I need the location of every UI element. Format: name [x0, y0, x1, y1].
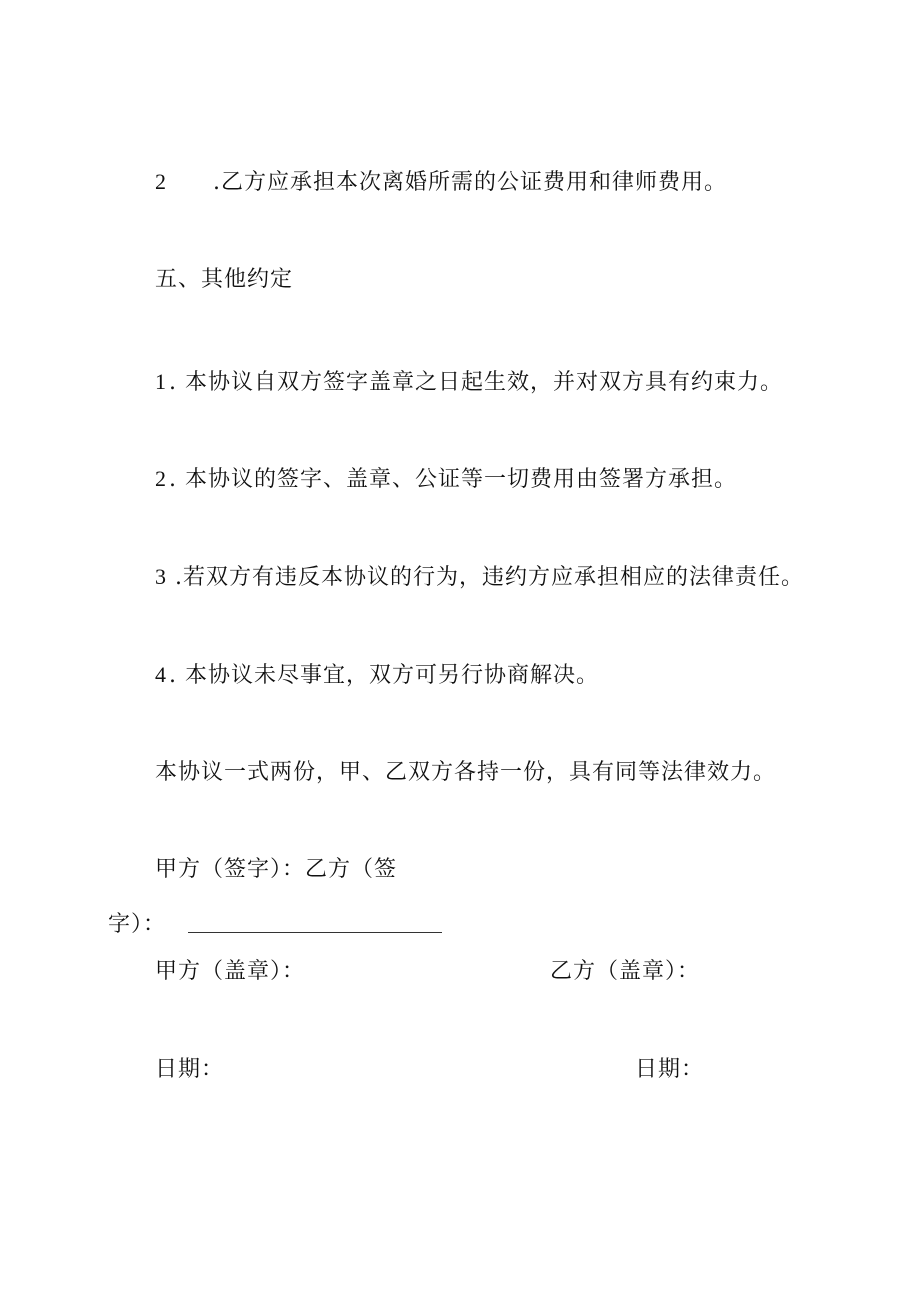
- party-b-date-label: 日期：: [635, 1057, 705, 1082]
- item-text: . 本协议自双方签字盖章之日起生效，并对双方具有约束力。: [169, 370, 783, 395]
- section-heading: 五、其他约定: [155, 267, 294, 292]
- clause-text: .乙方应承担本次离婚所需的公证费用和律师费用。: [213, 170, 727, 195]
- item-number: 4: [155, 662, 167, 687]
- party-b-seal-label: 乙方（盖章）：: [550, 959, 701, 984]
- section-item-1: [155, 367, 783, 398]
- item-text: . 本协议的签字、盖章、公证等一切费用由签署方承担。: [169, 467, 737, 492]
- item-number: 3: [155, 564, 167, 589]
- section-item-2: [155, 464, 737, 495]
- signature-line-1: 甲方（签字）：乙方（签: [155, 857, 398, 882]
- section-item-4: [155, 660, 599, 691]
- item-text: . 本协议未尽事宜，双方可另行协商解决。: [169, 663, 599, 688]
- clause-2-fees: [155, 167, 727, 198]
- closing-statement: 本协议一式两份，甲、乙双方各持一份，具有同等法律效力。: [155, 760, 777, 785]
- party-a-date-label: 日期：: [155, 1057, 225, 1082]
- signature-underline: [188, 932, 442, 933]
- signature-line-2: 字）：: [108, 912, 167, 937]
- item-number: 1: [155, 369, 167, 394]
- section-item-3: [155, 562, 804, 593]
- item-number: 2: [155, 466, 167, 491]
- party-a-seal-label: 甲方（盖章）：: [155, 959, 306, 984]
- item-text: .若双方有违反本协议的行为，违约方应承担相应的法律责任。: [175, 565, 804, 590]
- clause-number: 2: [155, 169, 167, 194]
